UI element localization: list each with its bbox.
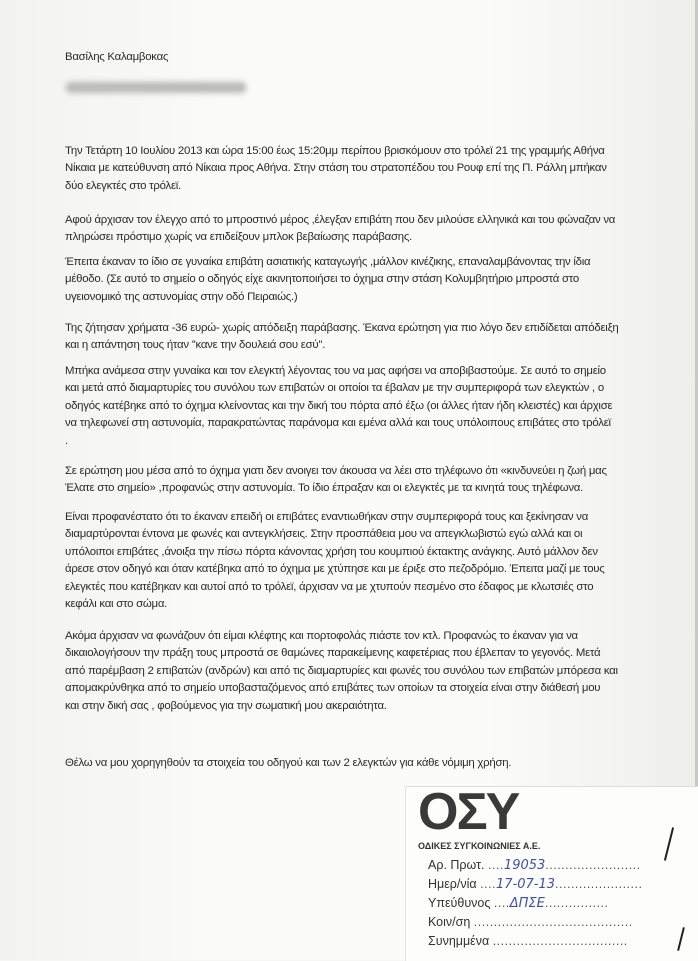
text-line: Την Τετάρτη 10 Ιουλίου 2013 και ώρα 15:00 έως 15:20μμ περίπου βρισκόμουν στο τρόλεϊ 21 της γραμμής Αθήνα [65, 145, 605, 157]
handwritten-value: 17-07-13 [496, 877, 556, 892]
text-line: και η απάντηση τους ήταν ''κανε την δουλειά σου εσύ''. [65, 339, 326, 352]
text-line: πληρώσει πρόστιμο χωρίς να επιδείξουν μπλοκ βεβαίωσης παράβασης. [65, 231, 413, 244]
text-line: να τηλεφωνεί στη αστυνομία, παρακρατώντας παράνομα και εμένα αλλά και τους υπόλοιπους επιβάτες στο τρόλεϊ [65, 417, 611, 430]
handwritten-value: 19053 [503, 858, 546, 873]
pen-mark [664, 827, 674, 860]
text-line: και στην δική σας , φοβούμενος για την σωματική μου ακεραιότητα. [65, 699, 387, 712]
paragraph [65, 363, 612, 450]
dotted-line: .... [480, 877, 497, 891]
stamp-field [428, 857, 641, 874]
text-line: υπόλοιποι επιβάτες ,άνοιξα την πίσω πόρτα κάνοντας χρήση του κουμπιού έκτακτης ανάγκης. Αυτό μάλλον δεν [65, 545, 598, 558]
text-line: Της ζήτησαν χρήματα -36 ευρώ- χωρίς απόδειξη παράβασης. Έκανα ερώτηση για πιο λόγο δεν επιδίδεται απόδειξη [65, 322, 619, 334]
sender-name: Βασίλης Καλαμβοκας [65, 51, 169, 63]
paragraph [65, 509, 605, 613]
stamp-field [428, 876, 642, 893]
text-line: κεφάλι και στο σώμα. [65, 598, 168, 611]
text-line: Θέλω να μου χορηγηθούν τα στοιχεία του οδηγού και των 2 ελεγκτών για κάθε νόμιμη χρήση. [65, 757, 512, 769]
paragraph [65, 143, 607, 195]
text-line: άρεσε στον οδηγό και όταν κατέβηκα από το όχημα με χτύπησε και με έριξε στο πεζοδρόμιο. Έπειτα μαζί με τους [65, 563, 605, 576]
text-line: υγειονομικό της αστυνομίας στην οδό Πειραιώς.) [65, 290, 298, 303]
stamp-field-label: Ημερ/νία [428, 877, 477, 891]
stamp-field-label: Αρ. Πρωτ. [428, 858, 485, 872]
osy-logo: ΟΣΥ [418, 783, 519, 841]
text-line: από παρέμβαση 2 επιβατών (ανδρών) και από τις διαμαρτυρίες και φωνές του συνόλου των επιβατών μπόρεσα και [65, 664, 618, 677]
pen-mark [677, 927, 685, 951]
paragraph [65, 628, 618, 715]
paragraph [65, 755, 511, 772]
text-line: δικαιολογήσουν την πράξη τους μπροστά σε θαμώνες παρακείμενης καφετέριας που έβλεπαν το γεγονός. Μετά [65, 647, 601, 660]
stamp-field-label: Κοιν/ση [428, 915, 471, 929]
dotted-line: ...................... [555, 877, 643, 891]
paragraph [65, 212, 615, 247]
dotted-line: .... [488, 858, 504, 872]
text-line: Νίκαια με κατεύθυνση από Νίκαια προς Αθήνα. Στην στάση του στρατοπέδου του Ρουφ επί της Π. Ράλλη μπήκαν [65, 162, 607, 175]
text-line: Έπειτα έκαναν το ίδιο σε γυναίκα επιβάτη ασιατικής καταγωγής ,μάλλον κινέζικης, επαναλαμβάνοντας την ίδια [65, 256, 591, 268]
paragraph [65, 463, 607, 498]
text-line: Μπήκα ανάμεσα στην γυναίκα και τον ελεγκτή λέγοντας του να μας αφήσει να αποβιβαστούμε. Σε αυτό το σημείο [65, 365, 606, 377]
text-line: Ακόμα άρχισαν να φωνάζουν ότι είμαι κλέφτης και πορτοφολάς πιάστε τον κτλ. Προφανώς το έκαναν για να [65, 630, 578, 642]
dotted-line: .................................. [492, 934, 628, 948]
text-line: Είναι προφανέστατο ότι το έκαναν επειδή οι επιβάτες εναντιωθήκαν στην συμπεριφορά τους και ξεκίνησαν να [65, 511, 589, 523]
stamp-field [428, 914, 633, 930]
text-line: ελεγκτές που κατέβηκαν και αυτοί από το τρόλεϊ, άρχισαν να με χτυπούν πεσμένο στο έδαφος με κλωτσιές στο [65, 580, 594, 593]
text-line: οδηγός κατέβηκε από το όχημα κλείνοντας και την δική του πόρτα από έξω (οι άλλες ήταν ήδη κλειστές) και άρχισε [65, 399, 613, 412]
stamp-company: ΟΔΙΚΕΣ ΣΥΓΚΟΙΝΩΝΙΕΣ Α.Ε. [418, 841, 541, 851]
paragraph [65, 254, 590, 306]
text-line: μέθοδο. (Σε αυτό το σημείο ο οδηγός είχε ακινητοποιήσει το όχημα στην στάση Κολυμβητήριο μπροστά στο [65, 273, 579, 286]
paragraph [65, 320, 619, 355]
dotted-line: ................ [544, 896, 609, 910]
stamp-field-label: Συνημμένα [428, 934, 490, 948]
text-line: Έλατε στο σημείο» ,προφανώς στην αστυνομία. Το ίδιο έπραξαν και οι ελεγκτές με τα κινητά τους τηλέφωνα. [65, 482, 584, 495]
text-line: Σε ερώτηση μου μέσα από το όχημα γιατι δεν ανοιγει τον άκουσα να λέει στο τηλέφωνο ότι «κινδυνεύει η ζωή μας [65, 465, 607, 477]
stamp-field-label: Υπεύθυνος [428, 896, 491, 910]
text-line: Αφού άρχισαν τον έλεγχο από το μπροστινό μέρος ,έλεγξαν επιβάτη που δεν μιλούσε ελληνικά και του φώναζαν να [65, 214, 616, 226]
text-line: και μετά από διαμαρτυρίες του συνόλου των επιβατών οι οποίοι τα έβαλαν με την συμπεριφορά των ελεγκτών , ο [65, 382, 604, 395]
text-line: διαμαρτύρονται έντονα με φωνές και αντεγκλήσεις. Στην προσπάθεια μου να απεγκλωβιστώ εγώ αλλά και οι [65, 528, 583, 541]
dotted-line: .... [493, 896, 510, 910]
handwritten-value: ΔΠΣΕ [509, 896, 545, 911]
redacted-address [66, 82, 246, 93]
text-line: δύο ελεγκτές στο τρόλεϊ. [65, 179, 181, 192]
text-line: . [65, 434, 68, 447]
dotted-line: ........................................ [473, 915, 633, 929]
protocol-stamp [405, 783, 698, 961]
dotted-line: ........................ [545, 858, 641, 872]
stamp-field [428, 895, 608, 912]
stamp-field [428, 933, 628, 949]
text-line: απομακρύνθηκα από το σημείο υποβασταζόμενος από επιβάτες των οποίων τα στοιχεία είναι στην διάθεσή μου [65, 682, 601, 695]
